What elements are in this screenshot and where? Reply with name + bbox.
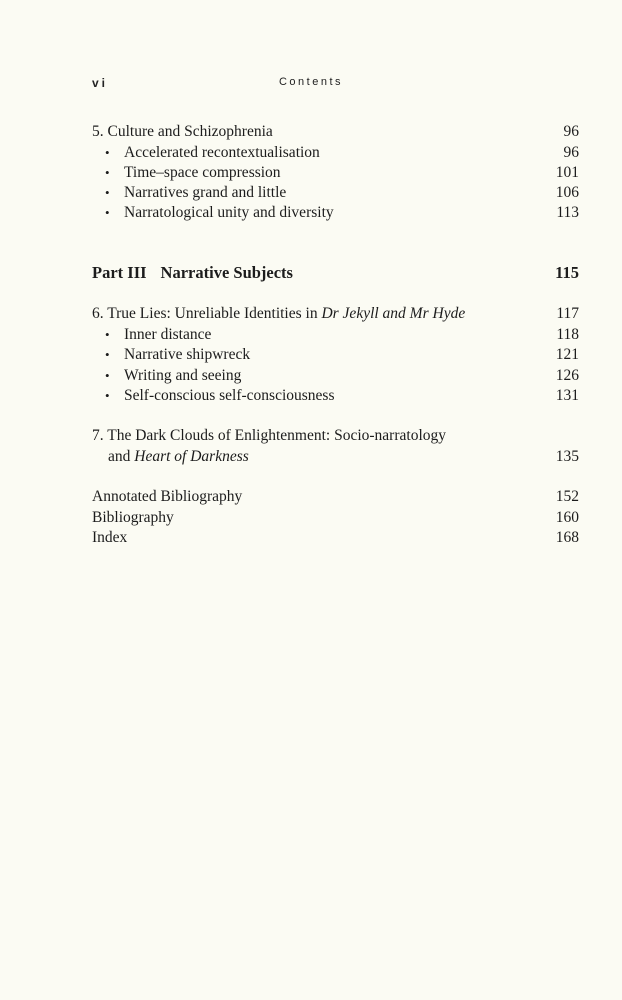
chapter-title: 7. The Dark Clouds of Enlightenment: Socio-narratology <box>92 427 446 444</box>
backmatter-title: Annotated Bibliography <box>92 488 243 505</box>
toc-entry-chapter-6 <box>92 304 579 324</box>
bullet-icon: • <box>105 205 110 220</box>
page-number: 101 <box>555 164 579 181</box>
toc-subentry <box>92 386 579 406</box>
page-number: 168 <box>555 529 579 546</box>
page-number: 115 <box>555 263 579 282</box>
toc-entry-part-3 <box>92 263 579 283</box>
page-number: 160 <box>555 509 579 526</box>
page-number: 131 <box>555 387 579 404</box>
toc-entry-bibliography <box>92 508 579 528</box>
toc-subentry <box>92 345 579 365</box>
section-title: Time–space compression <box>124 164 281 181</box>
toc-subentry <box>92 143 579 163</box>
toc-entry-chapter-7 <box>92 426 579 446</box>
page-number: 152 <box>555 488 579 505</box>
bullet-icon: • <box>105 145 110 160</box>
toc-entry-index <box>92 528 579 548</box>
toc-subentry <box>92 366 579 386</box>
chapter-title-italic: Heart of Darkness <box>134 448 249 465</box>
page-number: 117 <box>556 305 579 322</box>
page-number: 135 <box>555 448 579 465</box>
backmatter-title: Bibliography <box>92 509 174 526</box>
toc-entry-chapter-7-continued <box>92 447 579 467</box>
page-number: 126 <box>555 367 579 384</box>
chapter-title: 5. Culture and Schizophrenia <box>92 123 273 140</box>
backmatter-title: Index <box>92 529 128 546</box>
section-title: Self-conscious self-consciousness <box>124 387 335 404</box>
page-number: 121 <box>555 346 579 363</box>
toc-subentry <box>92 163 579 183</box>
bullet-icon: • <box>105 185 110 200</box>
page-folio: vi <box>92 76 109 90</box>
chapter-title-italic: Dr Jekyll and Mr Hyde <box>321 305 466 322</box>
page-number: 96 <box>563 123 579 140</box>
bullet-icon: • <box>105 327 110 342</box>
running-head <box>0 76 622 96</box>
bullet-icon: • <box>105 388 110 403</box>
page-number: 113 <box>556 204 579 221</box>
page-number: 118 <box>556 326 579 343</box>
toc-subentry <box>92 183 579 203</box>
part-title: Narrative Subjects <box>160 263 293 282</box>
bullet-icon: • <box>105 368 110 383</box>
toc-subentry <box>92 325 579 345</box>
section-title: Accelerated recontextualisation <box>124 144 320 161</box>
chapter-title: 6. True Lies: Unreliable Identities in <box>92 305 322 322</box>
page-number: 106 <box>555 184 579 201</box>
part-label: Part III <box>92 263 147 282</box>
toc-entry-chapter-5 <box>92 122 579 142</box>
section-title: Narratives grand and little <box>124 184 287 201</box>
section-title: Narrative shipwreck <box>124 346 251 363</box>
running-title: Contents <box>278 76 344 88</box>
toc-subentry <box>92 203 579 223</box>
page-number: 96 <box>563 144 579 161</box>
section-title: Writing and seeing <box>124 367 242 384</box>
section-title: Narratological unity and diversity <box>124 204 334 221</box>
chapter-title-continued: and <box>108 448 135 465</box>
section-title: Inner distance <box>124 326 212 343</box>
toc-entry-annotated-bibliography <box>92 487 579 507</box>
bullet-icon: • <box>105 165 110 180</box>
bullet-icon: • <box>105 347 110 362</box>
